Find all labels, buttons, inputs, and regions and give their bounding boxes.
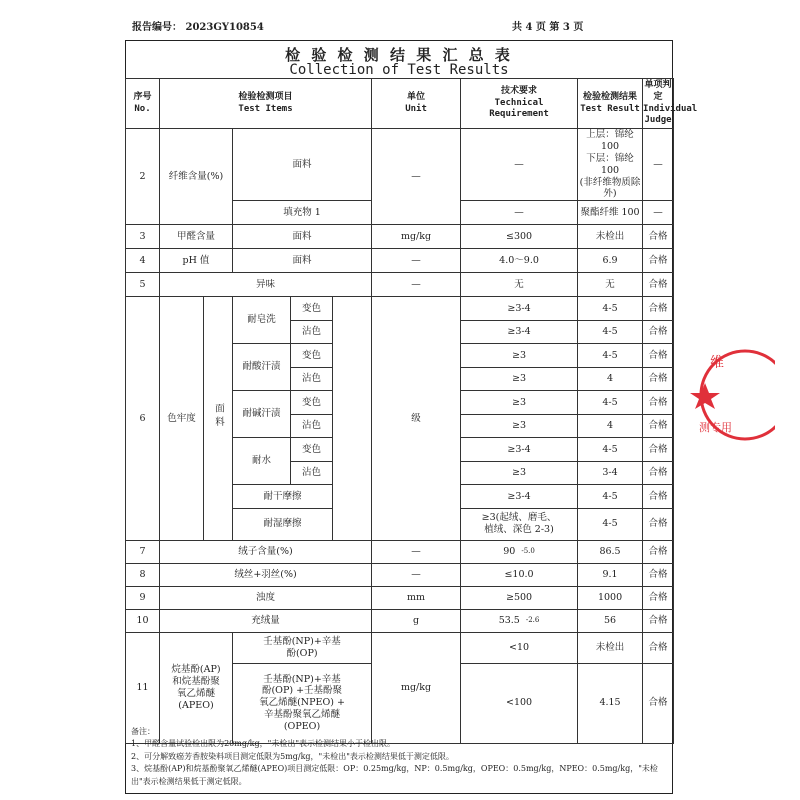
table-cell: ≥3 bbox=[461, 344, 578, 368]
col-result: 检验检测结果 Test Result bbox=[578, 79, 643, 129]
table-row bbox=[126, 563, 674, 586]
table-cell: 沾色 bbox=[291, 367, 333, 391]
table-cell: 合格 bbox=[643, 540, 674, 563]
table-cell: 壬基酚(NP)+辛基 酚(OP) +壬基酚聚 氧乙烯醚(NPEO) + 辛基酚聚氧乙烯醚 (OPEO) bbox=[233, 663, 372, 743]
table-cell: 合格 bbox=[643, 438, 674, 462]
table-cell: ≤10.0 bbox=[461, 563, 578, 586]
table-cell: 级 bbox=[372, 297, 461, 541]
table-cell: 4 bbox=[126, 249, 160, 273]
table-cell: 8 bbox=[126, 563, 160, 586]
table-cell: 耐湿摩擦 bbox=[233, 508, 333, 540]
table-cell: 充绒量 bbox=[160, 609, 372, 632]
title-english: Collection of Test Results bbox=[289, 62, 509, 78]
table-cell: mg/kg bbox=[372, 225, 461, 249]
col-no: 序号 No. bbox=[126, 79, 160, 129]
report-number: 报告编号： 2023GY10854 bbox=[132, 22, 264, 33]
remark-1: 1、甲醛含量试验检出限为20mg/kg，"未检出"表示检测结果小于检出限。 bbox=[131, 739, 395, 749]
table-cell: — bbox=[372, 273, 461, 297]
table-cell: 合格 bbox=[643, 344, 674, 368]
page-counter: 共 4 页 第 3 页 bbox=[512, 22, 584, 33]
table-cell: 合格 bbox=[643, 273, 674, 297]
table-row bbox=[126, 540, 674, 563]
table-cell: — bbox=[643, 129, 674, 201]
table-cell: 6 bbox=[126, 297, 160, 541]
table-cell: 4-5 bbox=[578, 438, 643, 462]
table-cell: 耐皂洗 bbox=[233, 297, 291, 344]
table-cell: 变色 bbox=[291, 438, 333, 462]
table-cell: — bbox=[461, 129, 578, 201]
table-cell: 浊度 bbox=[160, 586, 372, 609]
table-cell: 4-5 bbox=[578, 320, 643, 344]
table-cell: — bbox=[372, 249, 461, 273]
table-cell: 4-5 bbox=[578, 485, 643, 509]
table-cell: 耐酸汗渍 bbox=[233, 344, 291, 391]
table-cell: ≥3-4 bbox=[461, 485, 578, 509]
table-cell: ≥3-4 bbox=[461, 320, 578, 344]
table-cell: 合格 bbox=[643, 663, 674, 743]
table-cell: 上层：锦纶 100 下层：锦纶 100 (非纤维物质除外) bbox=[578, 129, 643, 201]
table-cell: 3 bbox=[126, 225, 160, 249]
table-cell: 未检出 bbox=[578, 225, 643, 249]
table-cell: ≥3 bbox=[461, 367, 578, 391]
table-cell: <100 bbox=[461, 663, 578, 743]
table-cell: 甲醛含量 bbox=[160, 225, 233, 249]
table-cell: mm bbox=[372, 586, 461, 609]
remark-3: 3、烷基酚(AP)和烷基酚聚氧乙烯醚(APEO)项目测定低限：OP：0.25mg/kg，NP：0.5mg/kg，OPEO：0.5mg/kg，NPEO：0.5mg/kg，"未检出"表示检测结果低于测定低限。 bbox=[131, 764, 658, 786]
table-cell: ≥3(起绒、磨毛、 植绒、深色 2-3) bbox=[461, 508, 578, 540]
table-cell: 沾色 bbox=[291, 414, 333, 438]
results-table bbox=[125, 78, 698, 744]
table-cell: ≥3 bbox=[461, 461, 578, 485]
table-cell: — bbox=[372, 540, 461, 563]
table-cell: 无 bbox=[578, 273, 643, 297]
table-row bbox=[126, 632, 674, 663]
col-judge: 单项判定 Individual Judge bbox=[643, 79, 674, 129]
table-cell: 变色 bbox=[291, 344, 333, 368]
table-cell: 4-5 bbox=[578, 508, 643, 540]
table-cell: 异味 bbox=[160, 273, 372, 297]
table-cell: ≥500 bbox=[461, 586, 578, 609]
table-cell: 3-4 bbox=[578, 461, 643, 485]
table-cell: 合格 bbox=[643, 609, 674, 632]
table-cell: 合格 bbox=[643, 297, 674, 321]
table-cell: 合格 bbox=[643, 586, 674, 609]
table-row bbox=[126, 249, 674, 273]
table-cell: 90 -5.0 bbox=[461, 540, 578, 563]
col-req: 技术要求 Technical Requirement bbox=[461, 79, 578, 129]
table-cell: 合格 bbox=[643, 563, 674, 586]
table-cell: <10 bbox=[461, 632, 578, 663]
table-cell: 86.5 bbox=[578, 540, 643, 563]
table-cell: 纤维含量(%) bbox=[160, 129, 233, 225]
table-cell: 耐水 bbox=[233, 438, 291, 485]
table-cell: ≥3-4 bbox=[461, 438, 578, 462]
table-cell: 4.15 bbox=[578, 663, 643, 743]
table-cell: 变色 bbox=[291, 297, 333, 321]
table-cell: 11 bbox=[126, 632, 160, 743]
table-cell: 面料 bbox=[233, 249, 372, 273]
table-cell: 4 bbox=[578, 367, 643, 391]
table-row bbox=[126, 297, 674, 321]
table-cell: — bbox=[372, 563, 461, 586]
table-cell bbox=[204, 297, 233, 541]
table-cell: g bbox=[372, 609, 461, 632]
table-cell: 4-5 bbox=[578, 344, 643, 368]
table-cell: ≥3 bbox=[461, 414, 578, 438]
table-cell: 合格 bbox=[643, 414, 674, 438]
table-cell: 耐碱汗渍 bbox=[233, 391, 291, 438]
table-cell: — bbox=[372, 129, 461, 225]
table-cell: 4-5 bbox=[578, 391, 643, 415]
table-cell: 面料 bbox=[233, 225, 372, 249]
table-cell: 4 bbox=[578, 414, 643, 438]
table-cell: 无 bbox=[461, 273, 578, 297]
table-cell: 合格 bbox=[643, 508, 674, 540]
tolerance: -5.0 bbox=[521, 546, 535, 555]
col-unit: 单位 Unit bbox=[372, 79, 461, 129]
table-cell: 合格 bbox=[643, 461, 674, 485]
table-cell bbox=[333, 297, 372, 541]
table-cell: 绒丝+羽丝(%) bbox=[160, 563, 372, 586]
table-cell: 6.9 bbox=[578, 249, 643, 273]
table-cell: 合格 bbox=[643, 320, 674, 344]
remark-2: 2、可分解致癌芳香胺染料项目测定低限为5mg/kg，"未检出"表示检测结果低于测定低限。 bbox=[131, 751, 454, 761]
table-cell: 合格 bbox=[643, 391, 674, 415]
table-cell: 53.5 -2.6 bbox=[461, 609, 578, 632]
seal-text-top: 维 bbox=[710, 355, 724, 371]
remarks-label: 备注： bbox=[131, 727, 155, 736]
table-cell: 填充物 1 bbox=[233, 201, 372, 225]
fabric-label: 面料 bbox=[212, 403, 224, 431]
table-cell: 5 bbox=[126, 273, 160, 297]
table-cell: 合格 bbox=[643, 485, 674, 509]
table-cell: 4.0～9.0 bbox=[461, 249, 578, 273]
table-row bbox=[126, 609, 674, 632]
table-cell: 4-5 bbox=[578, 297, 643, 321]
tolerance: -2.6 bbox=[525, 615, 540, 624]
table-cell: — bbox=[643, 201, 674, 225]
table-cell: pH 值 bbox=[160, 249, 233, 273]
table-cell: 合格 bbox=[643, 249, 674, 273]
table-cell: 壬基酚(NP)+辛基 酚(OP) bbox=[233, 632, 372, 663]
table-cell: 未检出 bbox=[578, 632, 643, 663]
table-cell: 1000 bbox=[578, 586, 643, 609]
table-cell: 烷基酚(AP) 和烷基酚聚 氧乙烯醚 (APEO) bbox=[160, 632, 233, 743]
table-cell: 10 bbox=[126, 609, 160, 632]
table-cell: 合格 bbox=[643, 225, 674, 249]
table-cell: 2 bbox=[126, 129, 160, 225]
remarks bbox=[125, 726, 673, 788]
table-row bbox=[126, 225, 674, 249]
table-cell: ≤300 bbox=[461, 225, 578, 249]
table-cell: mg/kg bbox=[372, 632, 461, 743]
table-cell: 聚酯纤维 100 bbox=[578, 201, 643, 225]
table-cell: 9 bbox=[126, 586, 160, 609]
table-cell: ≥3 bbox=[461, 391, 578, 415]
table-cell: 变色 bbox=[291, 391, 333, 415]
table-cell: 耐干摩擦 bbox=[233, 485, 333, 509]
table-row bbox=[126, 586, 674, 609]
star-icon bbox=[690, 383, 720, 409]
table-cell: 沾色 bbox=[291, 461, 333, 485]
header-row bbox=[126, 79, 674, 129]
table-cell: ≥3-4 bbox=[461, 297, 578, 321]
title-chinese: 检 验 检 测 结 果 汇 总 表 bbox=[285, 46, 513, 64]
table-row bbox=[126, 129, 674, 201]
col-item: 检验检测项目 Test Items bbox=[160, 79, 372, 129]
table-cell: 面料 bbox=[233, 129, 372, 201]
table-cell: 合格 bbox=[643, 632, 674, 663]
table-cell: 色牢度 bbox=[160, 297, 204, 541]
table-row bbox=[126, 273, 674, 297]
table-cell: 沾色 bbox=[291, 320, 333, 344]
seal-text-bottom: 测专用 bbox=[699, 421, 732, 434]
table-cell: 绒子含量(%) bbox=[160, 540, 372, 563]
table-cell: 7 bbox=[126, 540, 160, 563]
table-cell: — bbox=[461, 201, 578, 225]
table-cell: 9.1 bbox=[578, 563, 643, 586]
table-cell: 56 bbox=[578, 609, 643, 632]
table-cell: 合格 bbox=[643, 367, 674, 391]
inspection-seal bbox=[675, 345, 775, 445]
